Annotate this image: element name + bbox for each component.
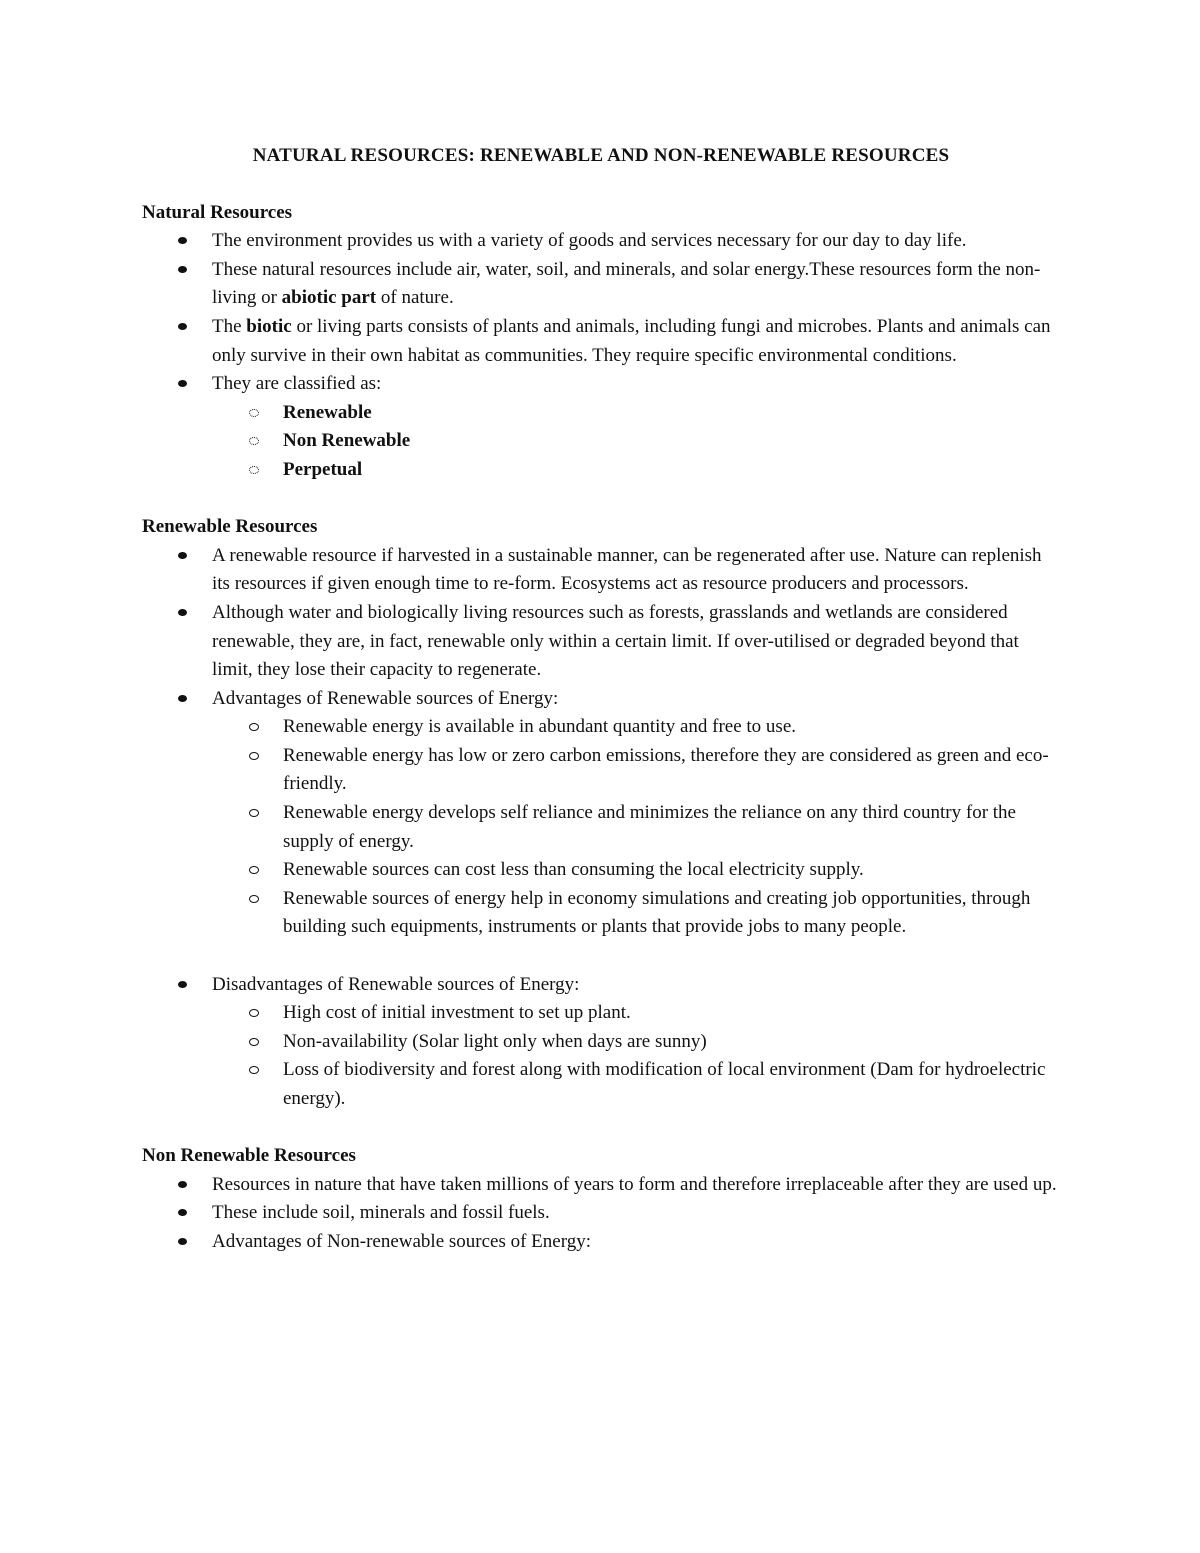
bullet-icon xyxy=(178,380,187,387)
list-item: These include soil, minerals and fossil fuels. xyxy=(212,1199,1060,1228)
list-item: Renewable xyxy=(283,399,1060,428)
bold-term-biotic: biotic xyxy=(246,315,292,337)
dotted-circle-bullet-icon xyxy=(249,466,259,474)
list-item: Resources in nature that have taken millions of years to form and therefore irreplaceable after they are used up. xyxy=(212,1171,1060,1200)
list-item: Advantages of Renewable sources of Energy: Renewable energy is available in abundant quantity and free to use. Renewable energy has low or zero carbon emissions, therefore they are considered as green and eco-friendly. Renewable energy develops self reliance and minimizes the reliance on any third country for the supply of energy. Renewable sources can cost less than consuming the local electricity supply. Renewable sources of energy help in economy simulations and creating job opportunities, through building such equipments, instruments or plants that provide jobs to many people. xyxy=(212,685,1060,971)
bullet-icon xyxy=(178,1181,187,1188)
list-item: Advantages of Non-renewable sources of Energy: xyxy=(212,1228,1060,1257)
bullet-icon xyxy=(178,237,187,244)
list-item: Renewable sources can cost less than consuming the local electricity supply. xyxy=(283,856,1060,885)
document-title: NATURAL RESOURCES: RENEWABLE AND NON-RENEWABLE RESOURCES xyxy=(252,145,950,166)
non-renewable-resources-list xyxy=(142,1171,1060,1257)
bullet-icon xyxy=(178,981,187,988)
list-item: Renewable energy develops self reliance and minimizes the reliance on any third country for the supply of energy. xyxy=(283,799,1060,856)
section-heading-non-renewable-resources: Non Renewable Resources xyxy=(142,1145,356,1167)
list-item: Non Renewable xyxy=(283,427,1060,456)
list-item: These natural resources include air, water, soil, and minerals, and solar energy.These resources form the non-living or abiotic part of nature. xyxy=(212,256,1060,313)
list-item: They are classified as: Renewable Non Renewable Perpetual xyxy=(212,370,1060,484)
bullet-icon xyxy=(178,1209,187,1216)
list-item: A renewable resource if harvested in a sustainable manner, can be regenerated after use. Nature can replenish its resources if given enough time to re-form. Ecosystems act as resource producers and processors. xyxy=(212,542,1060,599)
natural-resources-list xyxy=(142,227,1060,484)
list-item: Disadvantages of Renewable sources of Energy: High cost of initial investment to set up plant. Non-availability (Solar light only when days are sunny) Loss of biodiversity and forest along with modification of local environment (Dam for hydroelectric energy). xyxy=(212,971,1060,1114)
circle-bullet-icon xyxy=(249,723,259,731)
disadvantages-list xyxy=(212,999,1060,1113)
circle-bullet-icon xyxy=(249,1038,259,1046)
dotted-circle-bullet-icon xyxy=(249,437,259,445)
circle-bullet-icon xyxy=(249,866,259,874)
bullet-icon xyxy=(178,609,187,616)
bullet-icon xyxy=(178,695,187,702)
list-item: Renewable sources of energy help in economy simulations and creating job opportunities, through building such equipments, instruments or plants that provide jobs to many people. xyxy=(283,885,1060,942)
bullet-icon xyxy=(178,552,187,559)
advantages-list xyxy=(212,713,1060,942)
circle-bullet-icon xyxy=(249,895,259,903)
circle-bullet-icon xyxy=(249,1009,259,1017)
list-item: Loss of biodiversity and forest along with modification of local environment (Dam for hydroelectric energy). xyxy=(283,1056,1060,1113)
section-heading-natural-resources: Natural Resources xyxy=(142,201,293,223)
renewable-resources-list xyxy=(142,542,1060,1114)
list-item: The environment provides us with a variety of goods and services necessary for our day to day life. xyxy=(212,227,1060,256)
list-item: High cost of initial investment to set up plant. xyxy=(283,999,1060,1028)
list-item: Perpetual xyxy=(283,456,1060,485)
list-item: Although water and biologically living resources such as forests, grasslands and wetlands are considered renewable, they are, in fact, renewable only within a certain limit. If over-utilised or degraded beyond that limit, they lose their capacity to regenerate. xyxy=(212,599,1060,685)
list-item: Non-availability (Solar light only when days are sunny) xyxy=(283,1028,1060,1057)
list-item: The biotic or living parts consists of plants and animals, including fungi and microbes. Plants and animals can only survive in their own habitat as communities. They require specific environmental conditions. xyxy=(212,313,1060,370)
circle-bullet-icon xyxy=(249,809,259,817)
bullet-icon xyxy=(178,266,187,273)
dotted-circle-bullet-icon xyxy=(249,409,259,417)
bullet-icon xyxy=(178,1238,187,1245)
classification-list xyxy=(212,399,1060,485)
circle-bullet-icon xyxy=(249,752,259,760)
circle-bullet-icon xyxy=(249,1066,259,1074)
bold-term-abiotic: abiotic part xyxy=(281,287,377,309)
list-item: Renewable energy has low or zero carbon emissions, therefore they are considered as green and eco-friendly. xyxy=(283,742,1060,799)
section-heading-renewable-resources: Renewable Resources xyxy=(142,516,318,538)
list-item: Renewable energy is available in abundant quantity and free to use. xyxy=(283,713,1060,742)
bullet-icon xyxy=(178,323,187,330)
